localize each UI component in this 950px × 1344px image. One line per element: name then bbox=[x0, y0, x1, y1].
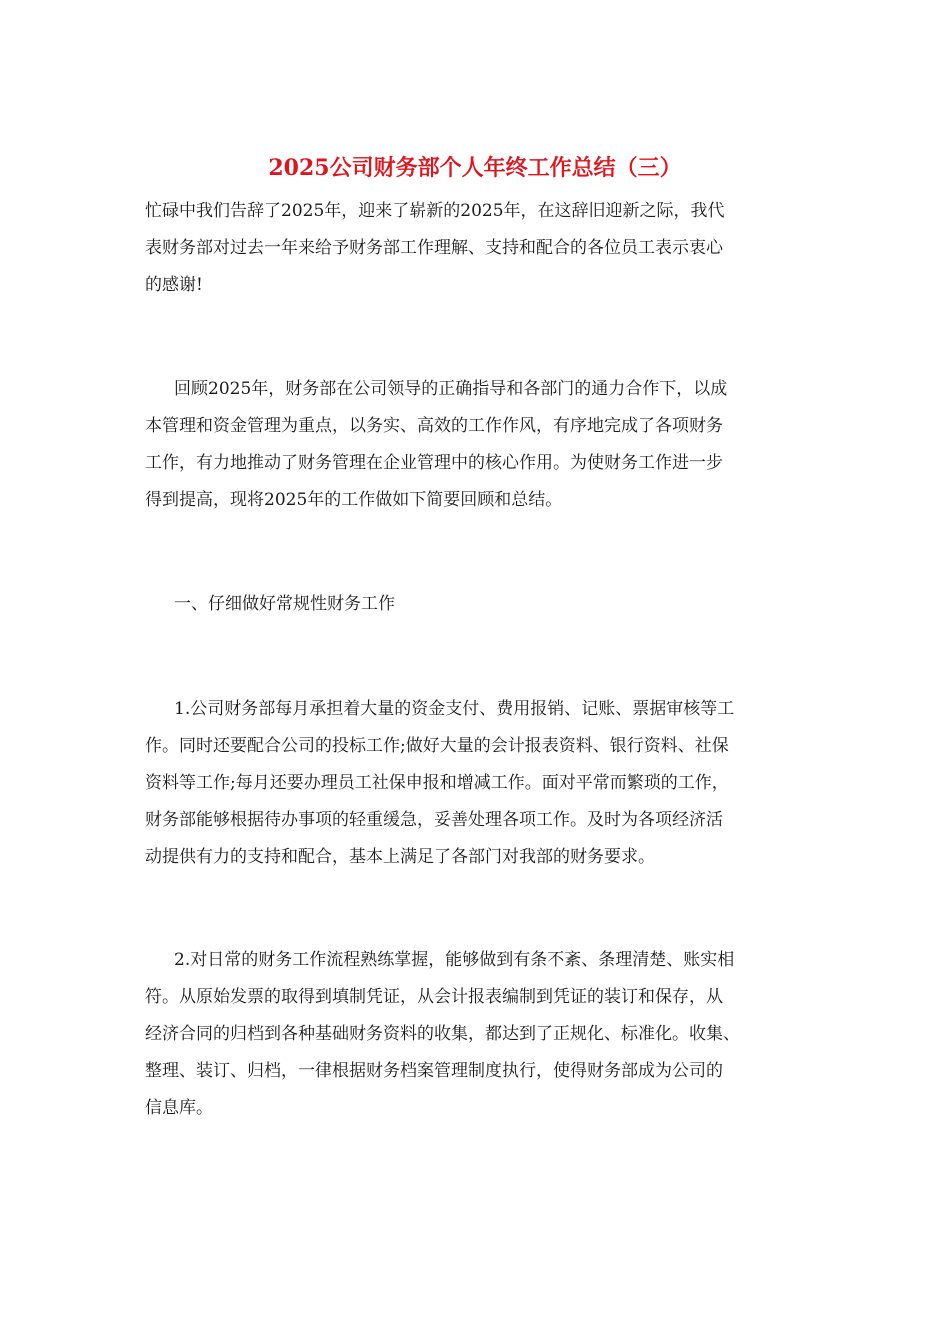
text-line: 回顾2025年，财务部在公司领导的正确指导和各部门的通力合作下，以成 bbox=[174, 379, 728, 399]
paragraph-greeting bbox=[145, 193, 810, 304]
paragraph-item-1 bbox=[145, 691, 810, 876]
text-line: 财务部能够根据待办事项的轻重缓急，妥善处理各项工作。及时为各项经济活 bbox=[145, 810, 723, 830]
text-line: 经济合同的归档到各种基础财务资料的收集，都达到了正规化、标准化。收集、 bbox=[145, 1024, 740, 1044]
text-line: 一、仔细做好常规性财务工作 bbox=[174, 594, 395, 614]
text-line: 符。从原始发票的取得到填制凭证，从会计报表编制到凭证的装订和保存，从 bbox=[145, 987, 723, 1007]
text-line: 1.公司财务部每月承担着大量的资金支付、费用报销、记账、票据审核等工 bbox=[174, 699, 735, 719]
text-line: 工作，有力地推动了财务管理在企业管理中的核心作用。为使财务工作进一步 bbox=[145, 453, 723, 473]
text-line: 信息库。 bbox=[145, 1098, 213, 1118]
text-line: 的感谢! bbox=[145, 275, 203, 295]
text-line: 资料等工作;每月还要办理员工社保申报和增减工作。面对平常而繁琐的工作， bbox=[145, 773, 729, 793]
text-line: 本管理和资金管理为重点，以务实、高效的工作作风，有序地完成了各项财务 bbox=[145, 416, 723, 436]
text-line: 表财务部对过去一年来给予财务部工作理解、支持和配合的各位员工表示衷心 bbox=[145, 238, 723, 258]
text-line: 2.对日常的财务工作流程熟练掌握，能够做到有条不紊、条理清楚、账实相 bbox=[174, 950, 735, 970]
paragraph-review bbox=[145, 371, 810, 519]
text-line: 作。同时还要配合公司的投标工作;做好大量的会计报表资料、银行资料、社保 bbox=[145, 736, 729, 756]
section-heading bbox=[145, 586, 810, 623]
paragraph-item-2 bbox=[145, 942, 810, 1127]
text-line: 动提供有力的支持和配合，基本上满足了各部门对我部的财务要求。 bbox=[145, 847, 655, 867]
text-line: 整理、装订、归档，一律根据财务档案管理制度执行，使得财务部成为公司的 bbox=[145, 1061, 723, 1081]
document-title: 2025公司财务部个人年终工作总结（三） bbox=[268, 155, 682, 181]
text-line: 忙碌中我们告辞了2025年，迎来了崭新的2025年，在这辞旧迎新之际，我代 bbox=[145, 201, 725, 221]
text-line: 得到提高，现将2025年的工作做如下简要回顾和总结。 bbox=[145, 490, 563, 510]
